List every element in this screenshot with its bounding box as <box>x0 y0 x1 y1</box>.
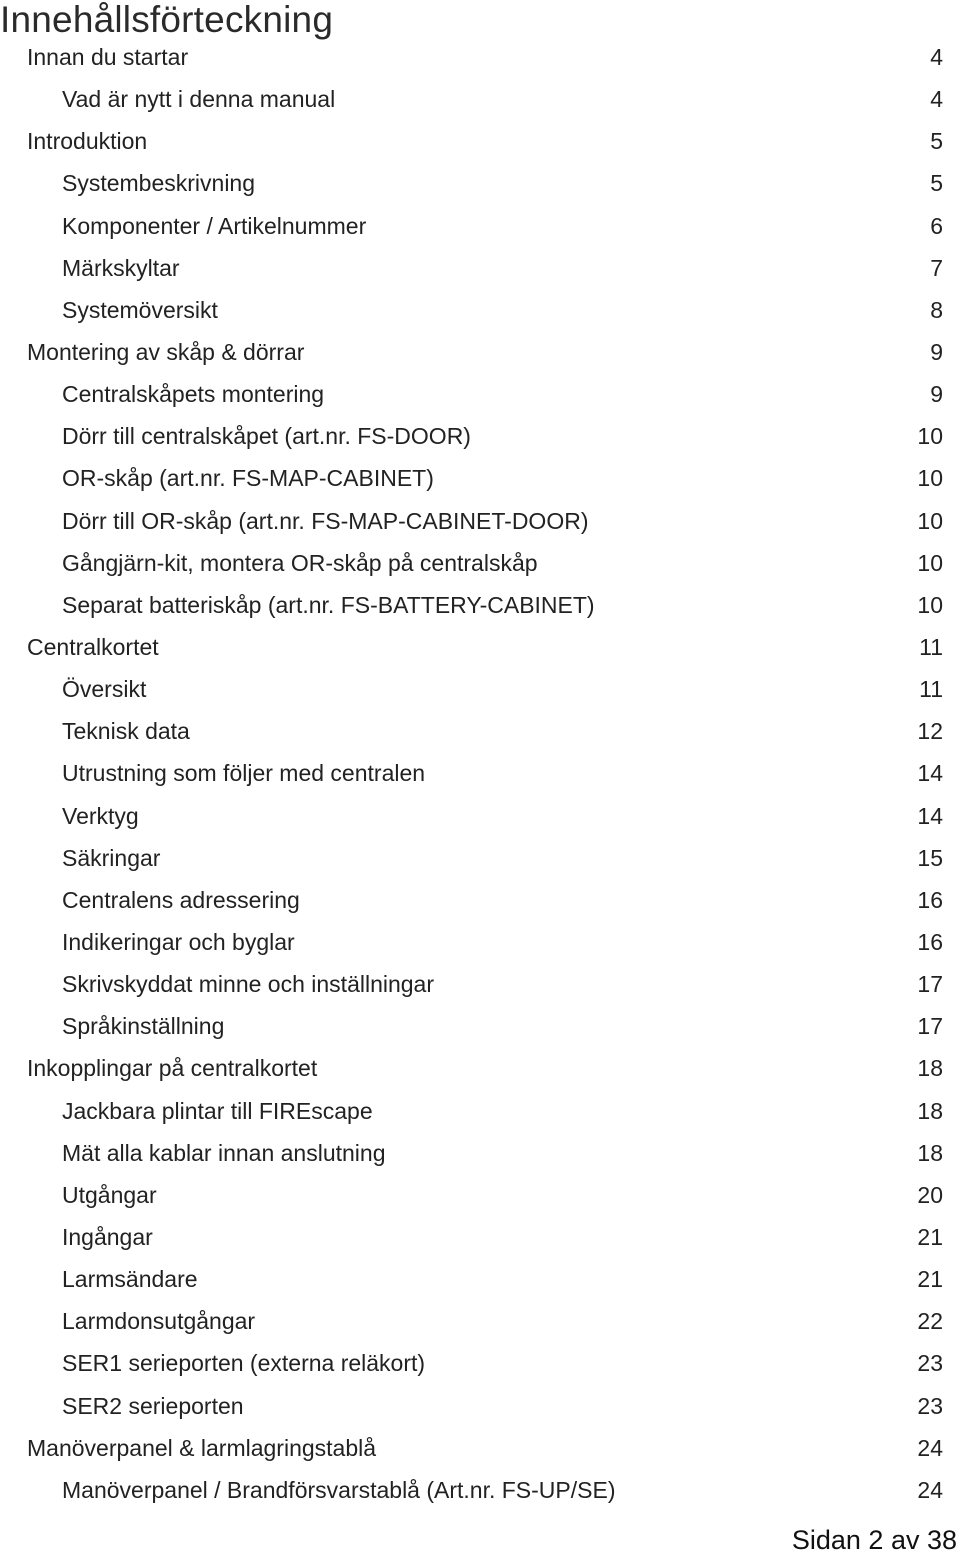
toc-entry-label: Översikt <box>62 676 147 703</box>
toc-entry-page-number: 15 <box>917 844 943 871</box>
toc-entry-label: Jackbara plintar till FIREscape <box>62 1097 373 1124</box>
table-of-contents <box>0 36 960 1511</box>
toc-entry-label: Utrustning som följer med centralen <box>62 760 426 787</box>
toc-subsection-entry[interactable] <box>0 921 960 963</box>
toc-entry-page-number: 6 <box>930 212 943 239</box>
toc-subsection-entry[interactable] <box>0 1385 960 1427</box>
toc-entry-page-number: 14 <box>917 802 943 829</box>
toc-subsection-entry[interactable] <box>0 205 960 247</box>
toc-subsection-entry[interactable] <box>0 1342 960 1384</box>
toc-entry-page-number: 21 <box>917 1223 943 1250</box>
toc-entry-page-number: 10 <box>917 507 943 534</box>
toc-subsection-entry[interactable] <box>0 373 960 415</box>
toc-subsection-entry[interactable] <box>0 1005 960 1047</box>
toc-entry-label: Indikeringar och byglar <box>62 928 295 955</box>
toc-entry-label: Systemöversikt <box>62 296 218 323</box>
toc-entry-label: Verktyg <box>62 802 139 829</box>
toc-entry-label: Ingångar <box>62 1223 153 1250</box>
toc-section-entry[interactable] <box>0 120 960 162</box>
toc-entry-page-number: 11 <box>919 676 943 703</box>
toc-entry-page-number: 18 <box>917 1139 943 1166</box>
toc-section-entry[interactable] <box>0 626 960 668</box>
toc-subsection-entry[interactable] <box>0 1258 960 1300</box>
toc-entry-label: SER1 serieporten (externa reläkort) <box>62 1350 426 1377</box>
toc-subsection-entry[interactable] <box>0 1090 960 1132</box>
toc-subsection-entry[interactable] <box>0 1300 960 1342</box>
toc-entry-page-number: 10 <box>917 423 943 450</box>
toc-entry-page-number: 10 <box>917 465 943 492</box>
toc-entry-label: Utgångar <box>62 1181 157 1208</box>
toc-subsection-entry[interactable] <box>0 247 960 289</box>
toc-entry-page-number: 12 <box>917 718 943 745</box>
toc-entry-label: Komponenter / Artikelnummer <box>62 212 367 239</box>
toc-subsection-entry[interactable] <box>0 1216 960 1258</box>
toc-subsection-entry[interactable] <box>0 162 960 204</box>
toc-entry-page-number: 16 <box>917 928 943 955</box>
toc-subsection-entry[interactable] <box>0 500 960 542</box>
toc-entry-label: SER2 serieporten <box>62 1392 244 1419</box>
toc-entry-page-number: 8 <box>930 296 943 323</box>
toc-subsection-entry[interactable] <box>0 1469 960 1511</box>
toc-entry-page-number: 9 <box>930 338 943 365</box>
toc-entry-page-number: 23 <box>917 1350 943 1377</box>
toc-section-entry[interactable] <box>0 331 960 373</box>
toc-entry-page-number: 21 <box>917 1266 943 1293</box>
toc-entry-page-number: 22 <box>917 1308 943 1335</box>
toc-entry-page-number: 20 <box>917 1181 943 1208</box>
toc-entry-label: Centralskåpets montering <box>62 381 325 408</box>
toc-entry-page-number: 7 <box>930 254 943 281</box>
toc-entry-label: Märkskyltar <box>62 254 180 281</box>
toc-entry-label: Introduktion <box>27 128 148 155</box>
toc-subsection-entry[interactable] <box>0 710 960 752</box>
toc-subsection-entry[interactable] <box>0 584 960 626</box>
toc-entry-page-number: 11 <box>919 633 943 660</box>
toc-entry-label: Vad är nytt i denna manual <box>62 86 336 113</box>
toc-entry-page-number: 24 <box>917 1476 943 1503</box>
toc-entry-label: Separat batteriskåp (art.nr. FS-BATTERY-CABINET) <box>62 591 595 618</box>
toc-entry-label: Innan du startar <box>27 44 189 70</box>
toc-entry-label: Säkringar <box>62 844 161 871</box>
toc-subsection-entry[interactable] <box>0 963 960 1005</box>
toc-entry-page-number: 5 <box>930 128 943 155</box>
toc-entry-page-number: 14 <box>917 760 943 787</box>
toc-section-entry[interactable] <box>0 36 960 78</box>
toc-entry-page-number: 18 <box>917 1055 943 1082</box>
toc-subsection-entry[interactable] <box>0 289 960 331</box>
toc-entry-page-number: 24 <box>917 1434 943 1461</box>
toc-entry-label: Centralens adressering <box>62 886 300 913</box>
toc-subsection-entry[interactable] <box>0 752 960 794</box>
toc-entry-label: Gångjärn-kit, montera OR-skåp på centralskåp <box>62 549 538 576</box>
page-number-footer: Sidan 2 av 38 <box>791 1525 957 1555</box>
toc-entry-label: Larmsändare <box>62 1266 198 1293</box>
toc-subsection-entry[interactable] <box>0 78 960 120</box>
toc-subsection-entry[interactable] <box>0 1132 960 1174</box>
toc-entry-page-number: 16 <box>917 886 943 913</box>
toc-subsection-entry[interactable] <box>0 795 960 837</box>
toc-entry-label: Dörr till OR-skåp (art.nr. FS-MAP-CABINET-DOOR) <box>62 507 589 534</box>
toc-entry-label: Montering av skåp & dörrar <box>27 338 305 365</box>
toc-entry-page-number: 4 <box>930 44 943 70</box>
toc-subsection-entry[interactable] <box>0 668 960 710</box>
toc-subsection-entry[interactable] <box>0 837 960 879</box>
toc-entry-page-number: 5 <box>930 170 943 197</box>
toc-subsection-entry[interactable] <box>0 457 960 499</box>
toc-entry-page-number: 10 <box>917 591 943 618</box>
toc-entry-page-number: 18 <box>917 1097 943 1124</box>
toc-entry-label: Teknisk data <box>62 718 190 745</box>
toc-entry-label: Språkinställning <box>62 1013 225 1040</box>
toc-entry-page-number: 17 <box>917 971 943 998</box>
toc-entry-page-number: 23 <box>917 1392 943 1419</box>
toc-subsection-entry[interactable] <box>0 1174 960 1216</box>
toc-entry-page-number: 4 <box>930 86 943 113</box>
toc-subsection-entry[interactable] <box>0 415 960 457</box>
toc-entry-page-number: 10 <box>917 549 943 576</box>
toc-entry-label: Inkopplingar på centralkortet <box>27 1055 318 1082</box>
toc-entry-label: Centralkortet <box>27 633 159 660</box>
toc-entry-label: Manöverpanel / Brandförsvarstablå (Art.nr. FS-UP/SE) <box>62 1476 616 1503</box>
toc-entry-label: Mät alla kablar innan anslutning <box>62 1139 386 1166</box>
toc-section-entry[interactable] <box>0 1047 960 1089</box>
toc-entry-label: Larmdonsutgångar <box>62 1308 256 1335</box>
toc-entry-label: Dörr till centralskåpet (art.nr. FS-DOOR) <box>62 423 471 450</box>
toc-entry-label: Skrivskyddat minne och inställningar <box>62 971 435 998</box>
toc-entry-page-number: 17 <box>917 1013 943 1040</box>
toc-subsection-entry[interactable] <box>0 879 960 921</box>
toc-section-entry[interactable] <box>0 1427 960 1469</box>
toc-subsection-entry[interactable] <box>0 542 960 584</box>
page-title: Innehållsförteckning <box>0 0 334 40</box>
toc-entry-label: Manöverpanel & larmlagringstablå <box>27 1434 377 1461</box>
toc-entry-label: OR-skåp (art.nr. FS-MAP-CABINET) <box>62 465 434 492</box>
toc-entry-page-number: 9 <box>930 381 943 408</box>
toc-entry-label: Systembeskrivning <box>62 170 256 197</box>
